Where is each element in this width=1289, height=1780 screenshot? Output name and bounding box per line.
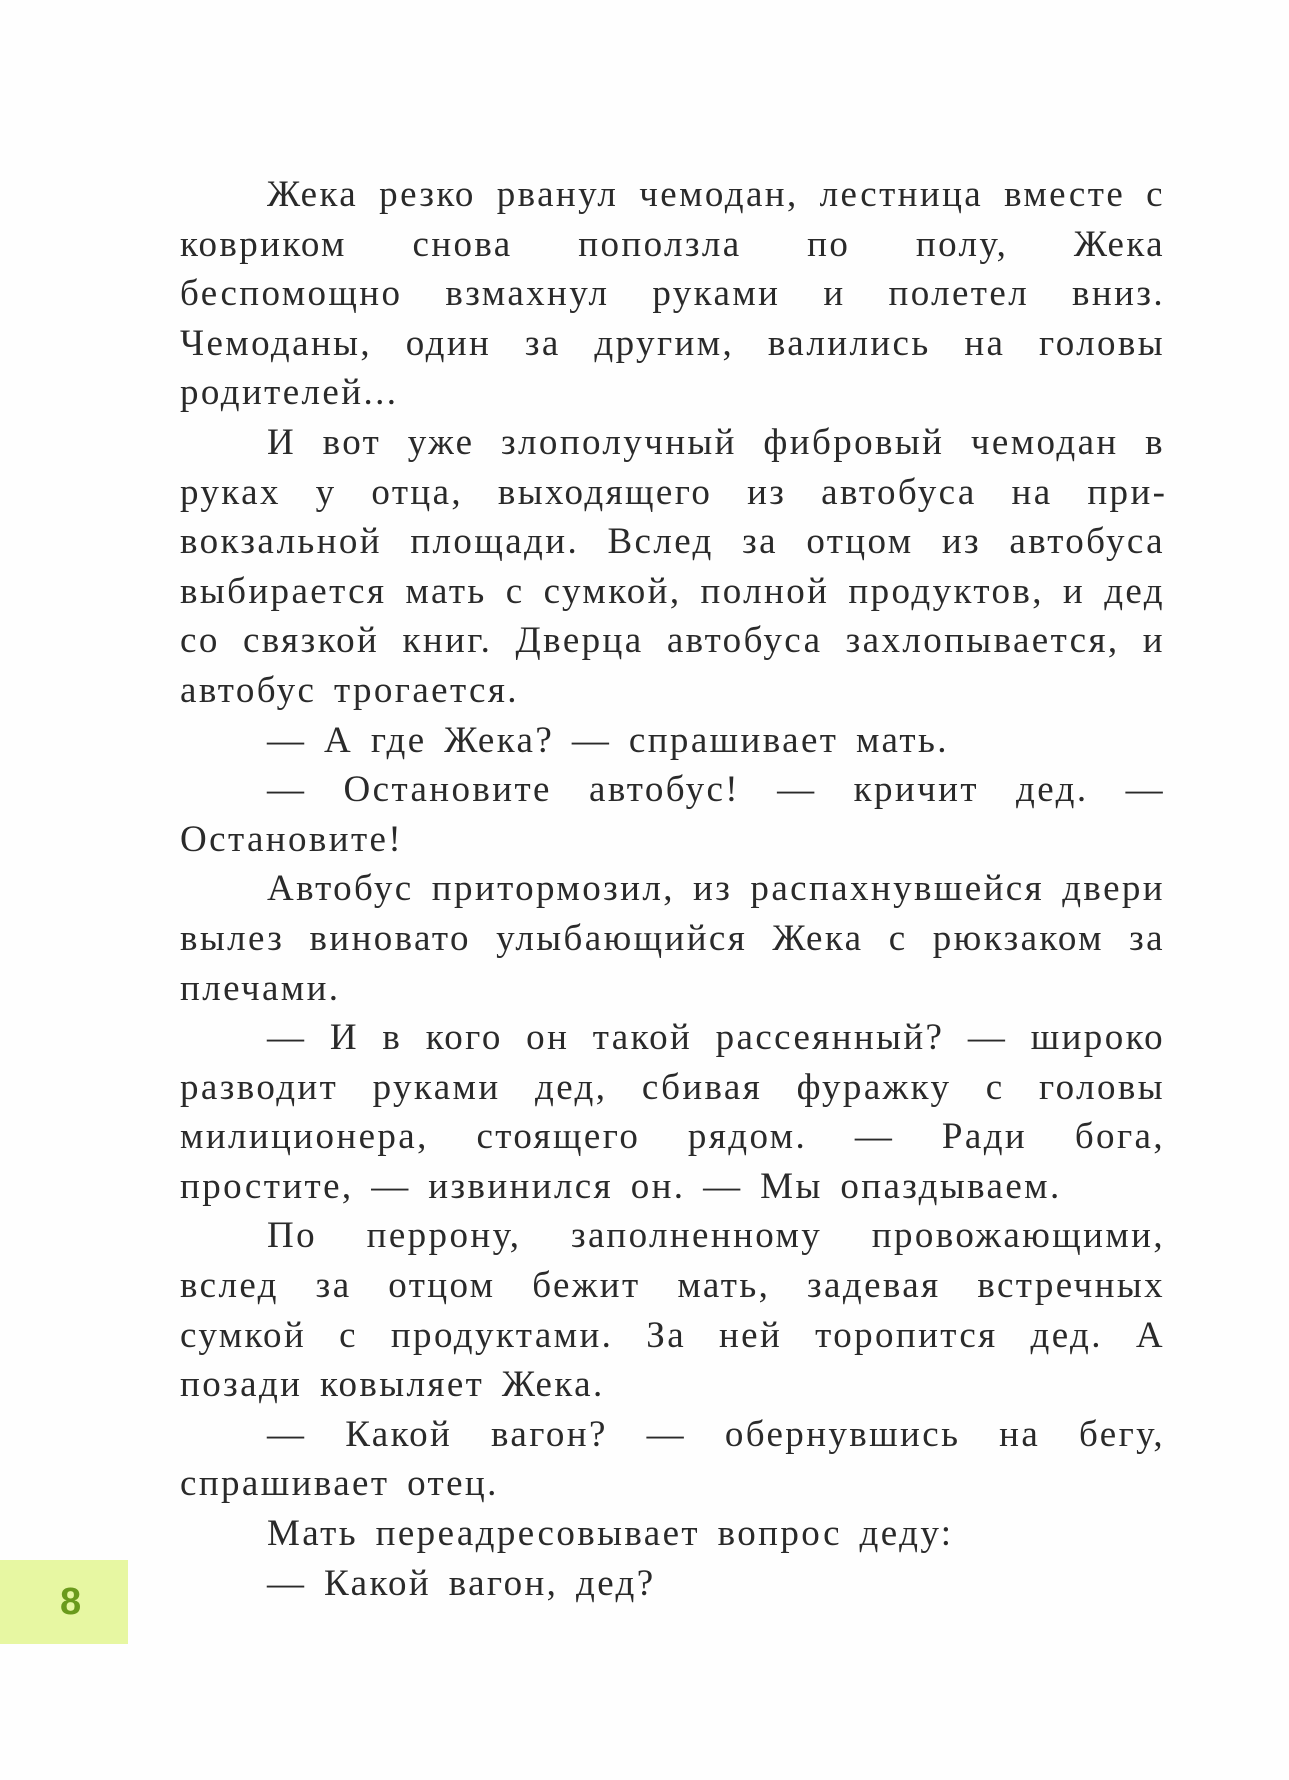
paragraph-4: — Остановите автобус! — кричит дед. — Остановите! xyxy=(180,769,1165,860)
story-text xyxy=(180,170,1165,1608)
paragraph-5: Автобус притормозил, из распахнувшейся двери вылез виновато улыбающийся Жека с рюкзаком за плечами. xyxy=(180,868,1165,1009)
paragraph-7: По перрону, заполненному провожающими, вслед за отцом бежит мать, задевая встречных сумкой с продуктами. За ней торопится дед. А позади ковыляет Жека. xyxy=(180,1215,1165,1406)
paragraph-6: — И в кого он такой рассеянный? — широко разводит руками дед, сбивая фуражку с головы милиционера, стоящего рядом. — Ради бога, простите, — извинился он. — Мы опаздываем. xyxy=(180,1017,1165,1207)
page-number: 8 xyxy=(60,1581,82,1623)
paragraph-3: — А где Жека? — спрашивает мать. xyxy=(267,719,949,761)
paragraph-10: — Какой вагон, дед? xyxy=(267,1562,656,1604)
page-number-badge xyxy=(0,1560,128,1644)
paragraph-1: Жека резко рванул чемодан, лестница вместе с ковриком снова поползла по полу, Жека беспомощно взмахнул руками и полетел вниз. Чемоданы, один за другим, валились на головы родителей... xyxy=(180,174,1165,414)
paragraph-9: Мать переадресовывает вопрос деду: xyxy=(267,1513,954,1555)
paragraph-2: И вот уже злополучный фибровый чемодан в руках у отца, выходящего из автобуса на привокзальной площади. Вслед за отцом из автобуса выбирается мать с сумкой, полной продуктов, и дед со связкой книг. Дверца автобуса захлопывается, и автобус трогается. xyxy=(180,421,1165,711)
paragraph-8: — Какой вагон? — обернувшись на бегу, спрашивает отец. xyxy=(180,1413,1165,1505)
